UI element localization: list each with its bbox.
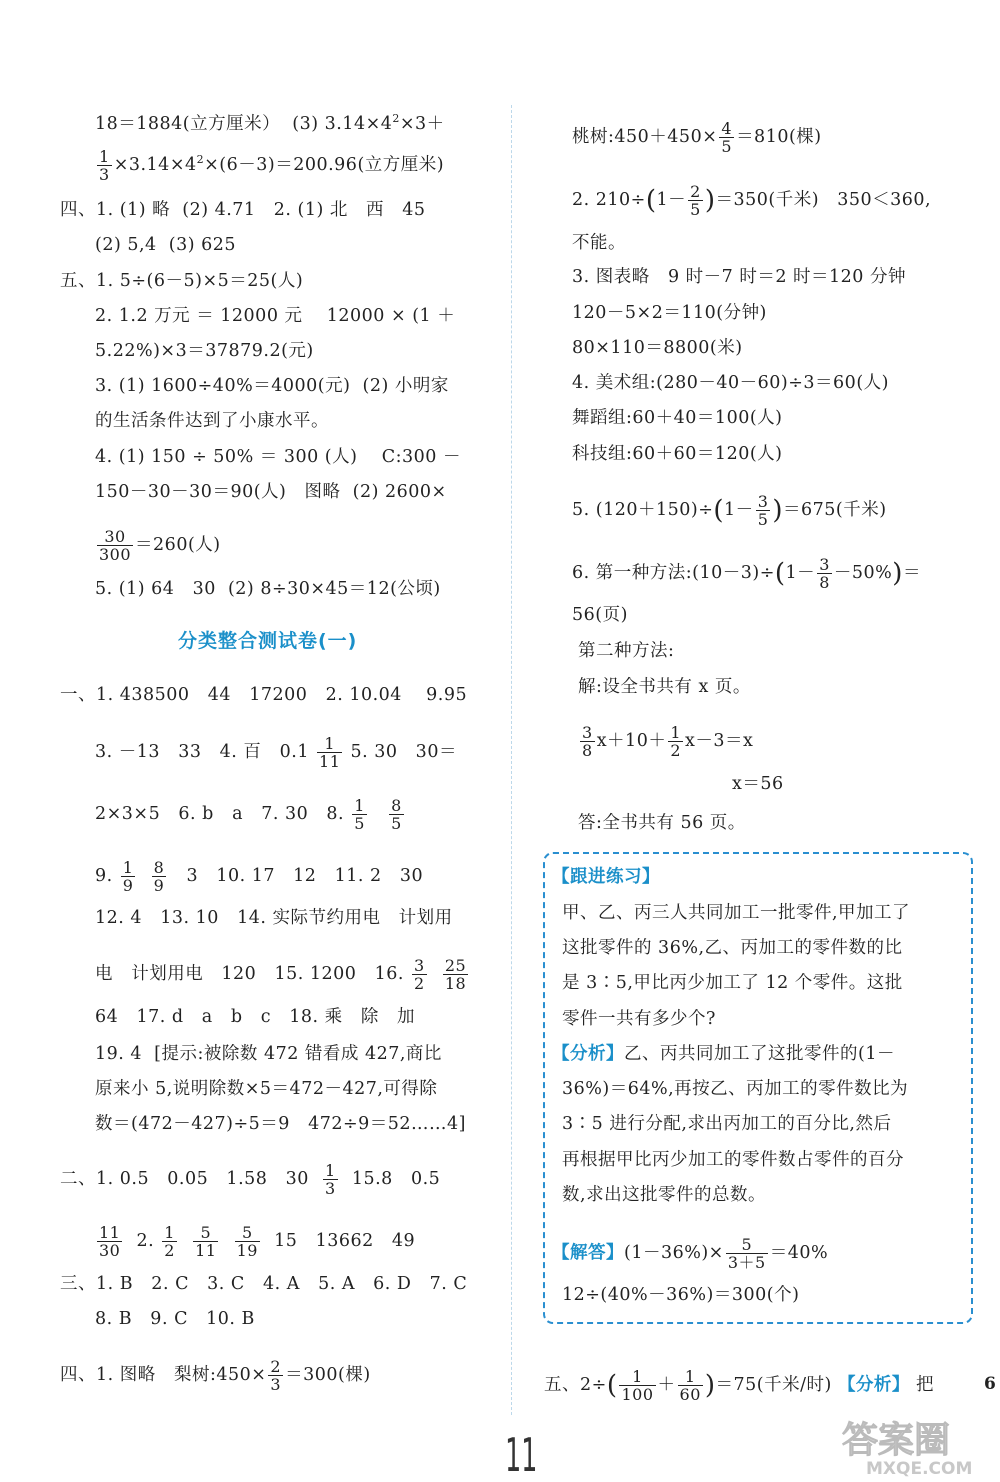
fraction: $\frac{1}{3}$ [99,147,110,184]
answer-line: 科技组:60＋60＝120(人) [572,444,783,464]
box-line: 【分析】乙、丙共同加工了这批零件的(1－ [552,1044,895,1064]
answer-line: 80×110＝8800(米) [572,338,743,358]
fraction: $\frac{1}{100}$ [621,1367,654,1404]
answer-line: 的生活条件达到了小康水平。 [95,411,329,431]
fraction: $\frac{3}{2}$ [414,956,425,993]
fraction: $\frac{1}{5}$ [354,796,365,833]
answer-line: 120－5×2＝110(分钟) [572,303,767,323]
fraction: $\frac{1}{3}$ [325,1161,336,1198]
answer-line: 原来小 5,说明除数×5＝472－427,可得除 [95,1079,438,1099]
answer-line: 9. $\frac{1}{9}$ $\frac{8}{9}$ 3 10. 17 12 11. 2 30 [95,858,424,895]
fraction: $\frac{5}{19}$ [236,1223,258,1260]
answer-line: 桃树:450＋450× $\frac{4}{5}$ ＝810(棵) [572,119,822,156]
watermark-logo [836,1412,1000,1480]
fraction: $\frac{11}{30}$ [99,1223,121,1260]
answer-line: 第二种方法: [578,641,675,661]
fraction: $\frac{5}{11}$ [195,1223,217,1260]
fraction: $\frac{3}{5}$ [757,492,769,529]
answer-line: 64 17. d a b c 18. 乘 除 加 [95,1007,416,1027]
box-line: 【解答】(1－36%)× $\frac{5}{3+5}$ ＝40% [552,1235,829,1272]
answer-line: 二、1. 0.5 0.05 1.58 30 $\frac{1}{3}$ 15.8 0.5 [60,1161,441,1198]
fraction: $\frac{3}{8}$ [582,723,593,760]
fraction: $\frac{1}{2}$ [670,723,682,760]
answer-line: 不能。 [572,233,626,253]
box-line: 12÷(40%－36%)＝300(个) [562,1285,800,1305]
box-line: 是 3∶5,甲比丙少加工了 12 个零件。这批 [562,973,903,993]
column-divider [511,105,512,1415]
fraction: $\frac{25}{18}$ [444,956,467,993]
answer-line: 4. (1) 150 ÷ 50% ＝ 300 (人) C:300 － [95,447,461,467]
answer-line: 5. (120＋150)÷(1－ $\frac{3}{5}$ )＝675(千米) [572,492,887,529]
answer-line: $\frac{30}{300}$ ＝260(人) [99,527,221,564]
answer-line: 2. 210÷(1－ $\frac{2}{5}$ )＝350(千米) 350＜360, [572,182,932,219]
box-line: 甲、乙、丙三人共同加工一批零件,甲加工了 [562,903,911,923]
answer-line: (2) 5,4 (3) 625 [95,235,237,255]
answer-line: 解:设全书共有 x 页。 [578,677,751,697]
handwritten-mark: 11 [505,1428,538,1482]
answer-line: 8. B 9. C 10. B [95,1309,255,1329]
fraction: $\frac{2}{5}$ [690,182,701,219]
answer-line: 3. 图表略 9 时－7 时＝2 时＝120 分钟 [572,267,907,287]
answer-line: 舞蹈组:60＋40＝100(人) [572,408,783,428]
answer-line: 2×3×5 6. b a 7. 30 8. $\frac{1}{5}$ $\frac{8}{5}$ [95,796,402,833]
fraction: $\frac{8}{5}$ [391,796,402,833]
answer-line: 电 计划用电 120 15. 1200 16. $\frac{3}{2}$ $\frac{25}{18}$ [95,956,467,993]
answer-line: 四、1. 图略 梨树:450× $\frac{2}{3}$ ＝300(棵) [60,1357,371,1394]
box-line: 零件一共有多少个? [562,1009,716,1029]
box-line: 3∶5 进行分配,求出丙加工的百分比,然后 [562,1114,892,1134]
fraction: $\frac{30}{300}$ [99,527,132,564]
box-line: 这批零件的 36%,乙、丙加工的零件数的比 [562,938,903,958]
answer-line: 2. 1.2 万元 ＝ 12000 元 12000 × (1 ＋ [95,306,456,326]
fraction: $\frac{3}{8}$ [819,555,830,592]
fraction: $\frac{4}{5}$ [721,119,733,156]
fraction: $\frac{2}{3}$ [270,1357,282,1394]
answer-line: 19. 4 [提示:被除数 472 错看成 427,商比 [95,1044,442,1064]
watermark-text-top: 答案圈 [842,1420,951,1461]
answer-line: $\frac{11}{30}$ 2. $\frac{1}{2}$ $\frac{5}{11}$ $\frac{5}{19}$ 15 13662 49 [99,1223,416,1260]
fraction: $\frac{1}{60}$ [679,1367,701,1404]
answer-line: 3. －13 33 4. 百 0.1 $\frac{1}{11}$ 5. 30 30＝ [95,734,457,771]
answer-line: 6. 第一种方法:(10－3)÷(1－ $\frac{3}{8}$ －50%)＝ [572,555,921,592]
answer-line: 4. 美术组:(280－40－60)÷3＝60(人) [572,373,889,393]
answer-line: 一、1. 438500 44 17200 2. 10.04 9.95 [60,685,468,705]
page-number: 6 [984,1374,996,1394]
answer-line: 3. (1) 1600÷40%＝4000(元) (2) 小明家 [95,376,449,396]
answer-line: 12. 4 13. 10 14. 实际节约用电 计划用 [95,908,453,928]
fraction: $\frac{1}{2}$ [164,1223,175,1260]
box-line: 再根据甲比丙少加工的零件数占零件的百分 [562,1150,904,1170]
answer-line: $\frac{1}{3}$ $\times 3.14\times 4^2\times(6-3)=200.96$(立方厘米) [99,147,445,184]
answer-line: 数＝(472－427)÷5＝9 472÷9＝52……4] [95,1114,467,1134]
answer-line: 答:全书共有 56 页。 [578,813,746,833]
fraction: $\frac{5}{3+5}$ [727,1235,766,1272]
answer-line: 150－30－30＝90(人) 图略 (2) 2600× [95,482,447,502]
box-line: 数,求出这批零件的总数。 [562,1185,767,1205]
answer-line: 五、1. 5÷(6－5)×5＝25(人) [60,271,304,291]
answer-line: 5.22%)×3＝37879.2(元) [95,341,314,361]
answer-line: x＝56 [732,774,784,794]
fraction: $\frac{1}{11}$ [319,734,341,771]
fraction: $\frac{1}{9}$ [122,858,134,895]
answer-line: 四、1. (1) 略 (2) 4.71 2. (1) 北 西 45 [60,200,426,220]
section-title: 分类整合测试卷(一) [178,630,358,652]
answer-line: 五、2÷( $\frac{1}{100}$ ＋ $\frac{1}{60}$ )＝75(千米/时) 【分析】 把 [544,1367,935,1404]
box-line: 36%)＝64%,再按乙、丙加工的零件数比为 [562,1079,909,1099]
answer-line: 56(页) [572,605,628,625]
answer-line: 三、1. B 2. C 3. C 4. A 5. A 6. D 7. C [60,1274,468,1294]
fraction: $\frac{8}{9}$ [153,858,165,895]
answer-line: $\frac{3}{8}$ x＋10＋ $\frac{1}{2}$ x－3＝x [582,723,754,760]
watermark-text-bottom: MXQE.COM [866,1459,973,1479]
answer-line: 18＝1884(立方厘米） (3) $3.14\times 4^2\times 3+$ [95,112,445,134]
answer-line: 5. (1) 64 30 (2) 8÷30×45＝12(公顷) [95,579,441,599]
box-heading: 【跟进练习】 [552,867,660,887]
